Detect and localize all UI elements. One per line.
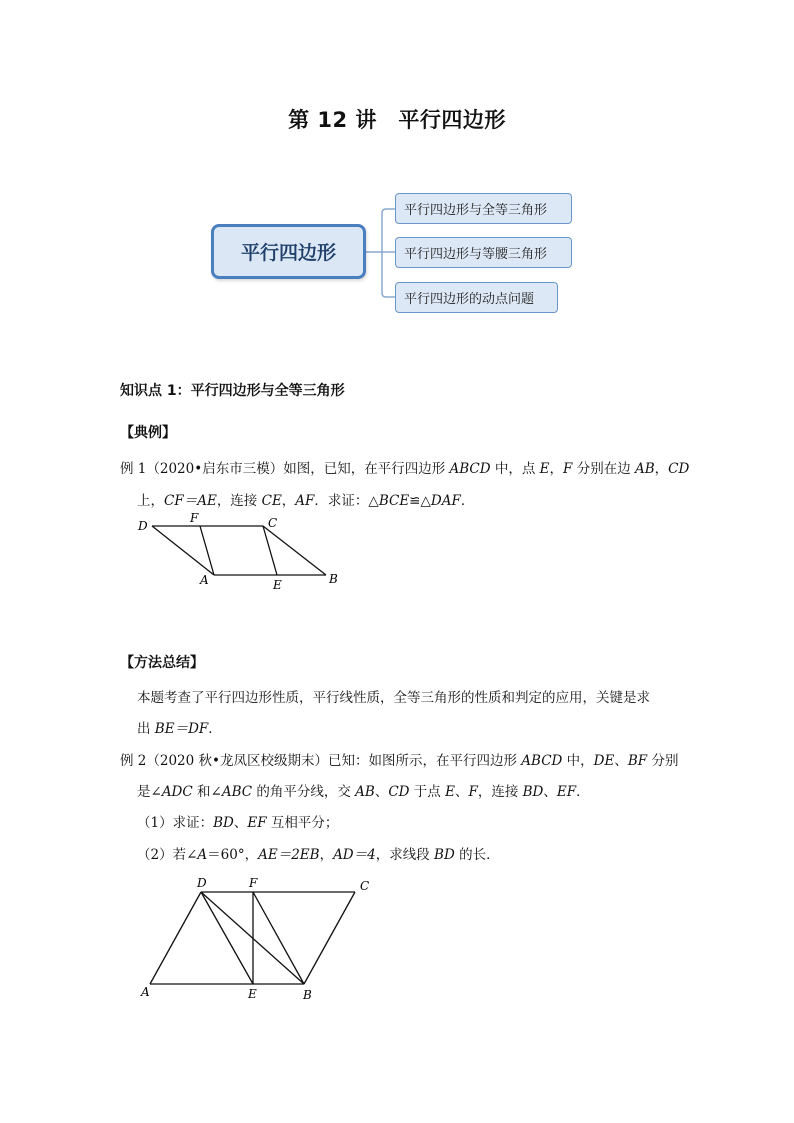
example2-question1: （1）求证：BD、EF 互相平分； [137,815,339,831]
fig2-label-d: D [197,876,207,890]
fig2-label-c: C [360,879,370,893]
fig1-label-a: A [200,573,209,587]
example2-line1: 例 2（2020 秋•龙凤区校级期末）已知：如图所示，在平行四边形 ABCD 中，DE、BF 分别 [120,753,679,769]
example2-line2: 是∠ADC 和∠ABC 的角平分线，交 AB、CD 于点 E、F，连接 BD、EF． [137,784,590,800]
example1-line1: 例 1（2020•启东市三模）如图，已知，在平行四边形 ABCD 中，点 E，F 分别在边 AB，CD [120,461,690,477]
example1-line2: 上，CF＝AE，连接 CE，AF．求证：△BCE≌△DAF． [137,493,475,509]
fig2-segment-fb [253,892,304,984]
mindmap-center: 平行四边形 [211,224,366,279]
mindmap-node-isosceles: 平行四边形与等腰三角形 [395,237,572,268]
fig2-label-b: B [303,988,312,1002]
mindmap-node-congruent: 平行四边形与全等三角形 [395,193,572,224]
mindmap-node-moving-point: 平行四边形的动点问题 [395,282,558,313]
fig1-label-e: E [273,578,282,592]
page-title: 第 12 讲 平行四边形 [288,108,506,132]
fig1-label-d: D [138,519,148,533]
fig1-segment-ce [263,526,277,575]
example2-question2: （2）若∠A＝60°，AE＝2EB，AD＝4，求线段 BD 的长． [137,847,500,863]
fig2-side-ad [150,892,201,984]
figure-1-parallelogram [130,510,350,595]
method-line1: 本题考查了平行四边形性质，平行线性质，全等三角形的性质和判定的应用，关键是求 [137,690,650,706]
method-line2: 出 BE＝DF． [137,721,222,737]
fig1-label-c: C [268,516,278,530]
fig2-label-a: A [141,985,150,999]
fig2-side-cb [304,892,355,984]
figure-2-parallelogram [135,870,380,1005]
mindmap-connectors [360,195,400,315]
fig2-label-f: F [249,876,258,890]
fig1-side-cb [263,526,326,575]
fig2-label-e: E [248,987,257,1001]
fig1-side-ad [152,526,214,575]
fig2-segment-de [201,892,253,984]
fig1-segment-af [200,526,214,575]
method-bracket: 【方法总结】 [120,655,204,671]
section-heading: 知识点 1：平行四边形与全等三角形 [120,383,345,399]
fig1-label-b: B [329,572,338,586]
example-bracket: 【典例】 [120,425,176,441]
fig1-label-f: F [190,511,199,525]
